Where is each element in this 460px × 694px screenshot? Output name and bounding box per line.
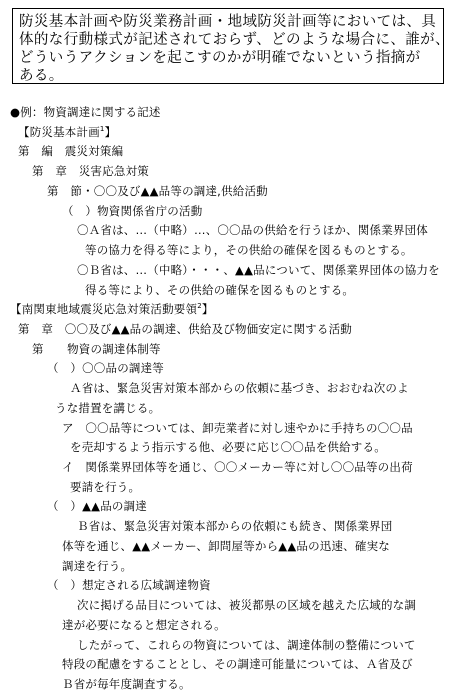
paragraph-line: Ｂ省が毎年度調査する。 (62, 677, 191, 691)
section1-title-text: 【防災基本計画 (18, 125, 100, 139)
section2-chapter: 第 章 〇〇及び▲▲品の調達、供給及び物価安定に関する活動 (18, 322, 352, 336)
paragraph-line: 次に掲げる品目については、被災都県の区域を越えた広域的な調 (77, 598, 417, 612)
paragraph-line: ア 〇〇品等については、卸売業者に対し速やかに手持ちの〇〇品 (62, 421, 413, 435)
paragraph-line: 調達を行う。 (62, 559, 133, 573)
paragraph-line: を売却するよう指示する他、必要に応じ〇〇品を供給する。 (70, 440, 386, 454)
section2-title-text: 【南関東地域震災応急対策活動要領 (10, 302, 198, 316)
paragraph-line: 〇Ｂ省は、…（中略）・・・、▲▲品について、関係業界団体の協力を (77, 263, 440, 277)
example-heading: ●例：物資調達に関する記述 (10, 105, 161, 119)
paragraph-line: 体等を通じ、▲▲メーカー、卸問屋等から▲▲品の迅速、確実な (62, 539, 390, 553)
section2-item: （ ）▲▲品の調達 (47, 499, 147, 513)
section2-title (10, 301, 214, 317)
summary-line: どういうアクションを起こすのかが明確でないという指摘が (19, 50, 421, 66)
section1-chapter: 第 章 災害応急対策 (32, 164, 149, 178)
section2-title-close: 】 (201, 302, 214, 316)
paragraph-line: 〇Ａ省は、…（中略）…、〇〇品の供給を行うほか、関係業界団体 (77, 223, 428, 237)
paragraph-line: 達が必要になると想定される。 (62, 618, 226, 632)
section1-item: （ ）物資関係省庁の活動 (62, 204, 203, 218)
summary-line: 防災基本計画や防災業務計画・地域防災計画等においては、具 (19, 14, 437, 30)
summary-line: 体的な行動様式が記述されておらず、どのような場合に、誰が、 (19, 32, 450, 48)
summary-line: ある。 (19, 68, 64, 84)
paragraph-line: 得る等により、その供給の確保を図るものとする。 (85, 283, 355, 297)
paragraph-line: 等の協力を得る等により，その供給の確保を図るものとする。 (85, 243, 413, 257)
paragraph-line: したがって、これらの物資については、調達体制の整備について (77, 638, 416, 652)
section1-section: 第 節・〇〇及び▲▲品等の調達,供給活動 (47, 184, 268, 198)
paragraph-line: 特段の配慮をすることとし、その調達可能量については、Ａ省及び (62, 657, 413, 671)
section1-part: 第 編 震災対策編 (18, 144, 124, 158)
section2-footnote-mark: 2 (197, 302, 202, 311)
section2-item: （ ）〇〇品の調達等 (47, 361, 164, 375)
summary-box (12, 8, 450, 84)
paragraph-line: イ 関係業界団体等を通じ、〇〇メーカー等に対し〇〇品等の出荷 (62, 460, 413, 474)
paragraph-line: Ａ省は、緊急災害対策本部からの依頼に基づき、おおむね次のよ (70, 381, 409, 395)
section1-title-close: 】 (104, 125, 117, 139)
section1-footnote-mark: 1 (99, 125, 105, 134)
paragraph-line: 要請を行う。 (70, 480, 141, 494)
section1-title (18, 124, 116, 140)
section2-item: （ ）想定される広域調達物資 (47, 578, 211, 592)
paragraph-line: Ｂ省は、緊急災害対策本部からの依頼にも続き、関係業界団 (77, 519, 393, 533)
paragraph-line: うな措置を講じる。 (55, 401, 161, 415)
section2-section: 第 物資の調達体制等 (32, 342, 161, 356)
